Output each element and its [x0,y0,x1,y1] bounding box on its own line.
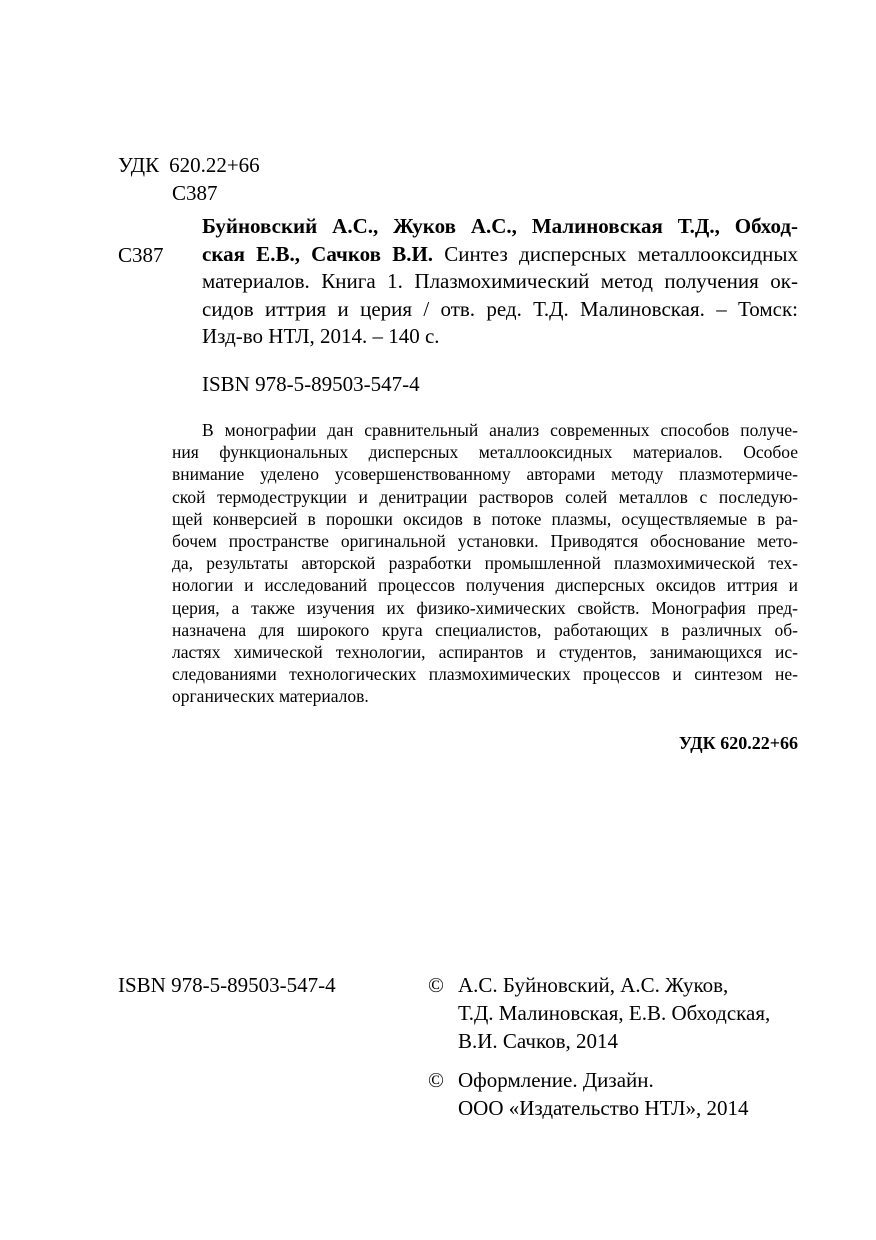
abstract-line: В монографии дан сравнительный анализ современных способов получе- [202,420,798,440]
copyright-line: Оформление. Дизайн. [458,1068,654,1092]
abstract [172,419,798,708]
bibliographic-description [202,213,798,351]
biblio-line-2 [202,241,798,269]
biblio-line-4: сидов иттрия и церия / отв. ред. Т.Д. Малиновская. – Томск: [202,296,798,321]
biblio-line-1: Буйновский А.С., Жуков А.С., Малиновская Т.Д., Обход- [202,214,798,238]
abstract-line: ния функциональных дисперсных металлооксидных материалов. Особое [172,442,798,463]
abstract-line: бочем пространстве оригинальной установки. Приводятся обоснование мето- [172,531,798,552]
isbn-main: ISBN 978-5-89503-547-4 [202,372,420,396]
abstract-line: органических материалов. [172,686,369,707]
copyright-line: Т.Д. Малиновская, Е.В. Обходская, [458,1001,771,1025]
copyright-authors [428,971,770,1055]
isbn-bottom: ISBN 978-5-89503-547-4 [118,973,336,997]
abstract-line: да, результаты авторской разработки промышленной плазмохимической тех- [172,553,798,574]
abstract-line: церия, а также изучения их физико-химических свойств. Монография пред- [172,597,798,618]
biblio-line-5: Изд-во НТЛ, 2014. – 140 с. [202,324,440,348]
udk-bold: УДК 620.22+66 [678,733,798,753]
copyright-line: ООО «Издательство НТЛ», 2014 [458,1096,749,1120]
abstract-line: внимание уделено усовершенствованному авторами методу плазмотермиче- [172,464,798,485]
abstract-line: ской термодеструкции и денитрации растворов солей металлов с последую- [172,486,798,507]
copyright-design [428,1066,749,1122]
abstract-line: щей конверсией в порошки оксидов в потоке плазмы, осуществляемые в ра- [172,508,798,529]
biblio-line-3: материалов. Книга 1. Плазмохимический метод получения ок- [202,269,798,293]
biblio-title-start: Синтез дисперсных металлооксидных [444,241,798,266]
cutter-code-side: С387 [118,243,164,267]
abstract-line: назначена для широкого круга специалистов, работающих в различных об- [172,619,798,640]
copyright-line: А.С. Буйновский, А.С. Жуков, [458,973,729,997]
copyright-symbol: © [428,973,444,997]
udk-header [118,151,260,179]
cutter-code-top: С387 [172,181,218,205]
biblio-authors-end: ская Е.В., Сачков В.И. [202,241,434,266]
abstract-line: ластях химической технологии, аспирантов и студентов, занимающихся ис- [172,642,798,663]
udk-label: УДК [118,153,160,177]
copyright-symbol: © [428,1068,444,1092]
abstract-line: следованиями технологических плазмохимических процессов и синтезом не- [172,664,798,685]
udk-code: 620.22+66 [169,153,260,177]
abstract-line: нологии и исследований процессов получения дисперсных оксидов иттрия и [172,575,798,596]
copyright-line: В.И. Сачков, 2014 [458,1029,619,1053]
